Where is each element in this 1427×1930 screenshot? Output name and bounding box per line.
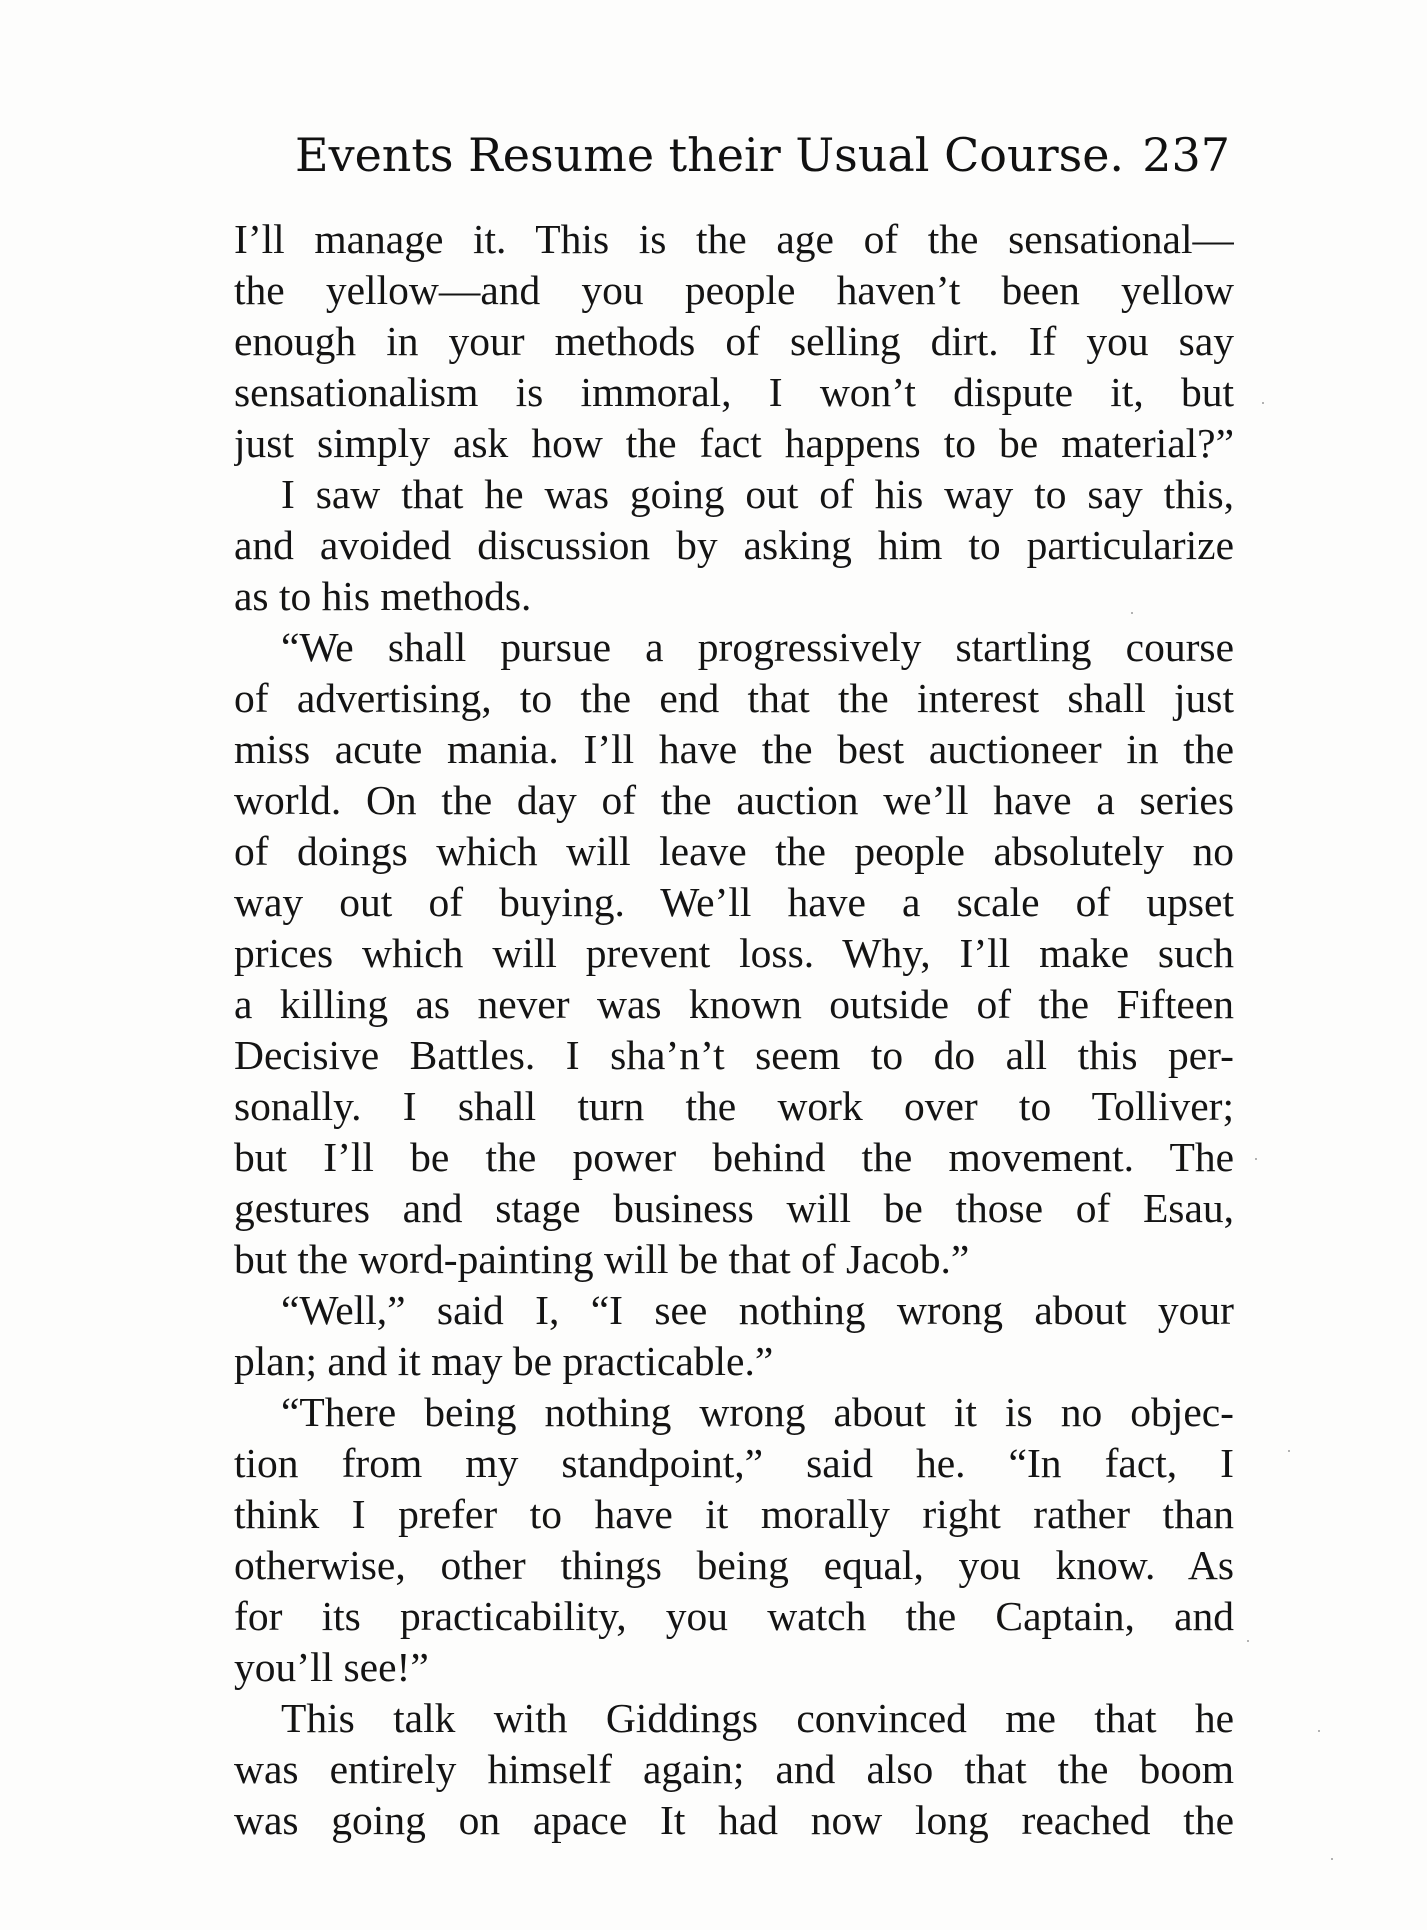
text-line: miss acute mania. I’ll have the best auctioneer in the bbox=[234, 726, 1234, 772]
text-line: “We shall pursue a progressively startling course bbox=[281, 624, 1234, 670]
text-line: prices which will prevent loss. Why, I’ll make such bbox=[234, 930, 1234, 976]
text-line: a killing as never was known outside of the Fifteen bbox=[234, 981, 1234, 1027]
text-line: enough in your methods of selling dirt. If you say bbox=[234, 318, 1234, 364]
text-line: plan; and it may be practicable.” bbox=[234, 1338, 774, 1384]
text-line: but I’ll be the power behind the movement. The bbox=[234, 1134, 1234, 1180]
text-line: Decisive Battles. I sha’n’t seem to do all this per- bbox=[234, 1032, 1234, 1078]
text-line: world. On the day of the auction we’ll have a series bbox=[234, 777, 1234, 823]
text-line: just simply ask how the fact happens to be material?” bbox=[234, 420, 1234, 466]
scan-speck bbox=[1331, 1858, 1333, 1860]
text-line: and avoided discussion by asking him to particularize bbox=[234, 522, 1234, 568]
text-line: think I prefer to have it morally right rather than bbox=[234, 1491, 1234, 1537]
text-line: you’ll see!” bbox=[234, 1644, 429, 1690]
text-line: I saw that he was going out of his way to say this, bbox=[281, 471, 1234, 517]
text-line: was going on apace It had now long reached the bbox=[234, 1797, 1234, 1843]
running-head bbox=[295, 120, 1230, 190]
text-line: I’ll manage it. This is the age of the sensational— bbox=[234, 216, 1234, 262]
text-line: of doings which will leave the people absolutely no bbox=[234, 828, 1234, 874]
text-line: gestures and stage business will be those of Esau, bbox=[234, 1185, 1234, 1231]
scan-speck bbox=[1247, 1640, 1249, 1642]
scan-speck bbox=[1131, 612, 1133, 614]
text-line: tion from my standpoint,” said he. “In fact, I bbox=[234, 1440, 1234, 1486]
text-line: of advertising, to the end that the interest shall just bbox=[234, 675, 1234, 721]
running-title: Events Resume their Usual Course. bbox=[295, 128, 1125, 182]
scan-speck bbox=[1318, 1730, 1320, 1732]
text-line: sonally. I shall turn the work over to Tolliver; bbox=[234, 1083, 1234, 1129]
scan-speck bbox=[1262, 402, 1264, 404]
text-line: for its practicability, you watch the Captain, and bbox=[234, 1593, 1234, 1639]
text-line: sensationalism is immoral, I won’t dispute it, but bbox=[234, 369, 1234, 415]
body-text bbox=[234, 214, 1234, 1846]
text-line: “Well,” said I, “I see nothing wrong about your bbox=[281, 1287, 1234, 1333]
text-line: was entirely himself again; and also that the boom bbox=[234, 1746, 1234, 1792]
text-line: otherwise, other things being equal, you know. As bbox=[234, 1542, 1234, 1588]
scan-speck bbox=[1255, 1158, 1257, 1160]
text-line: the yellow—and you people haven’t been yellow bbox=[234, 267, 1234, 313]
text-line: “There being nothing wrong about it is no objec- bbox=[281, 1389, 1234, 1435]
text-line: way out of buying. We’ll have a scale of upset bbox=[234, 879, 1234, 925]
scan-speck bbox=[1288, 1450, 1290, 1452]
text-line: but the word-painting will be that of Jacob.” bbox=[234, 1236, 970, 1282]
text-line: as to his methods. bbox=[234, 573, 532, 619]
text-line: This talk with Giddings convinced me that he bbox=[281, 1695, 1234, 1741]
page-number: 237 bbox=[1142, 128, 1230, 182]
